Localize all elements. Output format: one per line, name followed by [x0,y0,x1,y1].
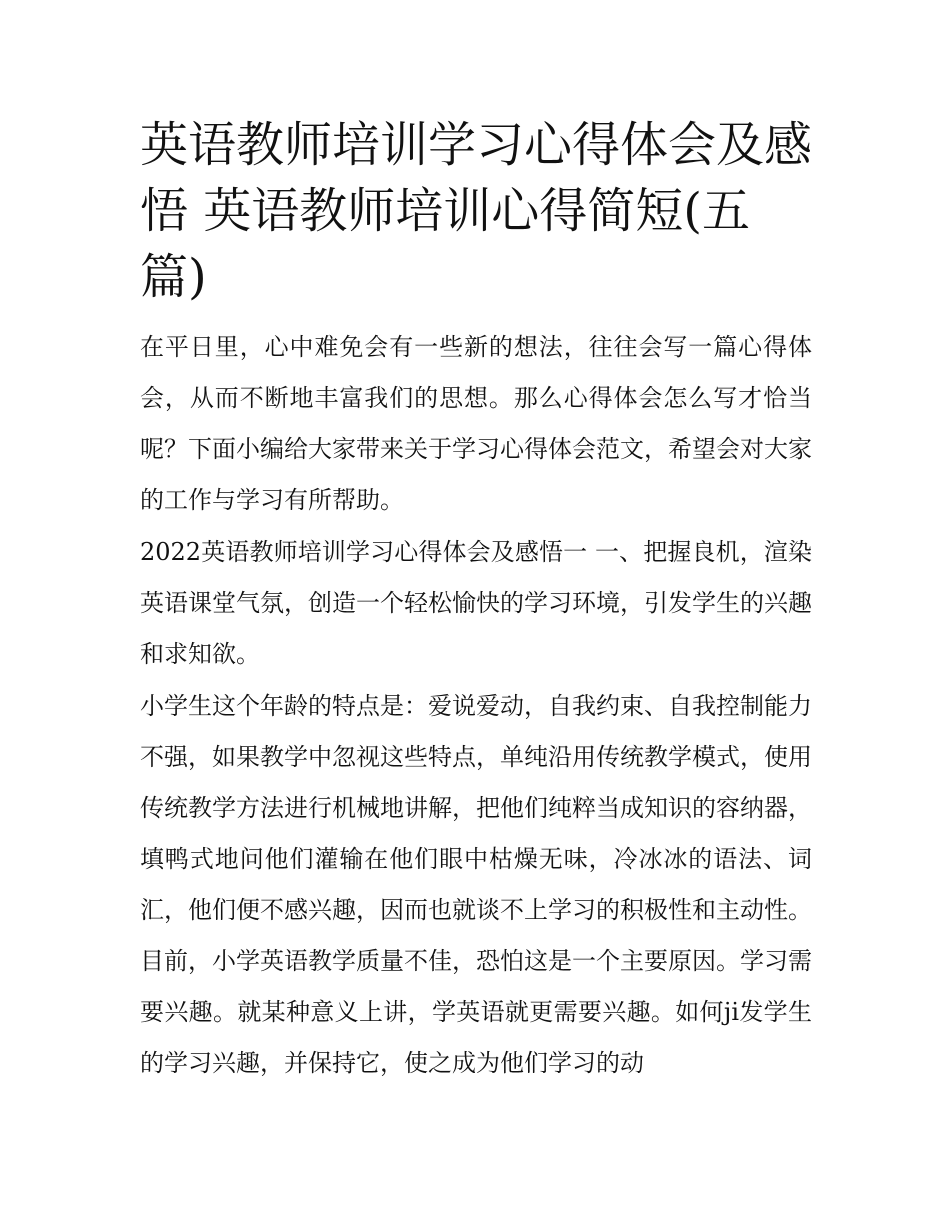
section-heading-paragraph: 2022英语教师培训学习心得体会及感悟一 一、把握良机，渲染英语课堂气氛，创造一个轻松愉快的学习环境，引发学生的兴趣和求知欲。 [140,538,812,668]
intro-paragraph: 在平日里，心中难免会有一些新的想法，往往会写一篇心得体会，从而不断地丰富我们的思想。那么心得体会怎么写才恰当呢？下面小编给大家带来关于学习心得体会范文，希望会对大家的工作与学习有所帮助。 [140,333,812,514]
document-page [140,112,812,1090]
document-title: 英语教师培训学习心得体会及感悟 英语教师培训心得简短(五篇) [140,117,813,305]
body-paragraph: 小学生这个年龄的特点是：爱说爱动，自我约束、自我控制能力不强，如果教学中忽视这些特点，单纯沿用传统教学模式，使用传统教学方法进行机械地讲解，把他们纯粹当成知识的容纳器，填鸭式地问他们灌输在他们眼中枯燥无味，冷冰冰的语法、词汇，他们便不感兴趣，因而也就谈不上学习的积极性和主动性。目前，小学英语教学质量不佳，恐怕这是一个主要原因。学习需要兴趣。就某种意义上讲，学英语就更需要兴趣。如何ji发学生的学习兴趣，并保持它，使之成为他们学习的动 [140,692,812,1077]
